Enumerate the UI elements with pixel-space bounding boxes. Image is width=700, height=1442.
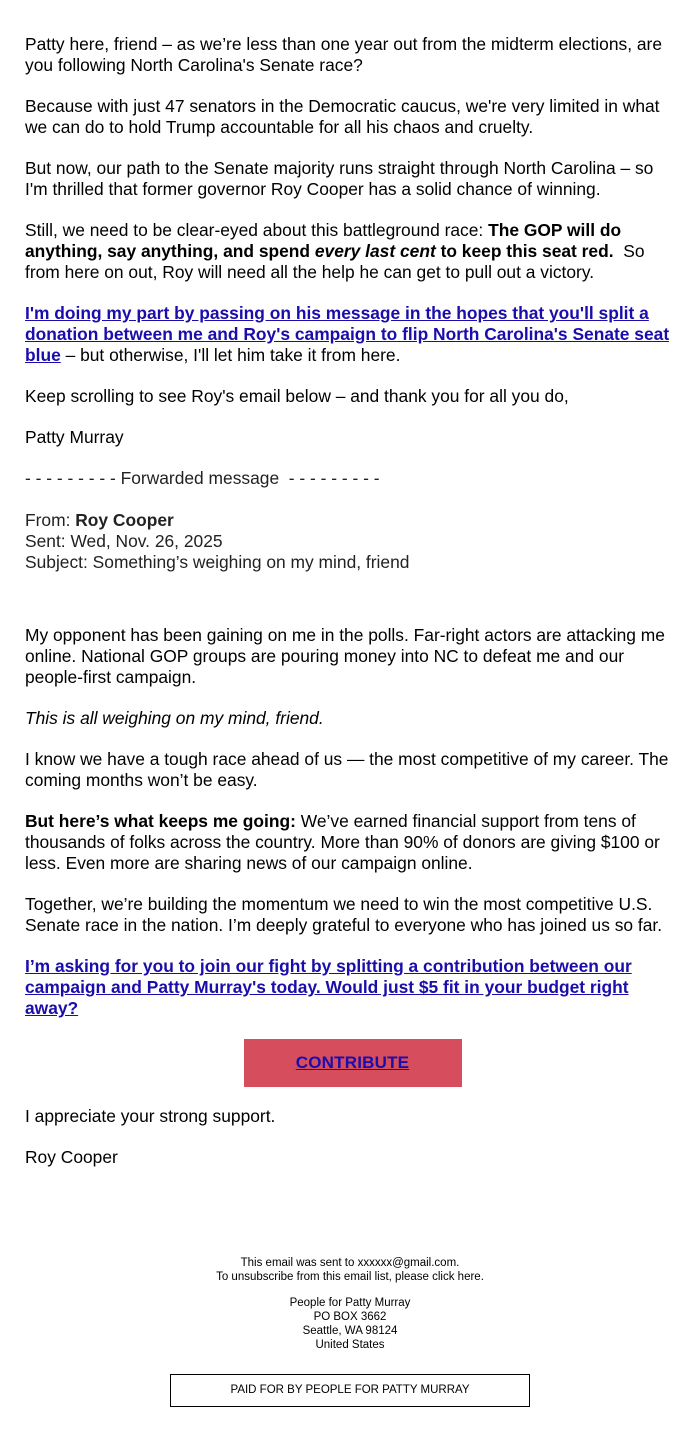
closing-line: I appreciate your strong support. bbox=[25, 1106, 276, 1126]
body-paragraph-5: Together, we’re building the momentum we need to win the most competitive U.S. Senate race in the nation. I’m deeply grateful to everyone who has joined us so far. bbox=[25, 894, 663, 935]
sent-line: Sent: Wed, Nov. 26, 2025 bbox=[25, 531, 223, 551]
email-footer bbox=[0, 1256, 700, 1352]
intro-paragraph-1: Patty here, friend – as we’re less than one year out from the midterm elections, are you following North Carolina's Senate race? bbox=[25, 34, 663, 75]
country: United States bbox=[315, 1339, 385, 1351]
intro-paragraph-6: Keep scrolling to see Roy's email below – and thank you for all you do, bbox=[25, 386, 569, 406]
intro-paragraph-3: But now, our path to the Senate majority runs straight through North Carolina – so I'm thrilled that former governor Roy Cooper has a solid chance of winning. bbox=[25, 158, 654, 199]
body-paragraph-4 bbox=[25, 811, 680, 874]
intro-p4-lead: Still, we need to be clear-eyed about this battleground race: bbox=[25, 220, 489, 240]
intro-p5-rest: – but otherwise, I'll let him take it from here. bbox=[60, 345, 401, 365]
intro-p4-bold-1: The GOP will do anything, say anything, and spend bbox=[25, 220, 622, 261]
body-signature: Roy Cooper bbox=[25, 1147, 118, 1167]
unsubscribe-link[interactable]: To unsubscribe from this email list, please click here. bbox=[216, 1271, 484, 1283]
from-label: From: bbox=[25, 510, 76, 530]
body-p4-rest: We’ve earned financial support from tens of thousands of folks across the country. More than 90% of donors are giving $100 or less. Even more are sharing news of our campaign online. bbox=[25, 811, 660, 873]
paid-for-disclaimer: PAID FOR BY PEOPLE FOR PATTY MURRAY bbox=[170, 1374, 530, 1407]
email-body bbox=[25, 34, 680, 1188]
mailing-address bbox=[0, 1296, 700, 1352]
body-p4-bold: But here’s what keeps me going: bbox=[25, 811, 296, 831]
intro-p4-bold-italic: every last cent bbox=[314, 241, 436, 261]
from-name: Roy Cooper bbox=[75, 510, 174, 530]
org-name: People for Patty Murray bbox=[289, 1297, 411, 1309]
body-p2-italic: This is all weighing on my mind, friend. bbox=[25, 708, 324, 728]
intro-paragraph-2: Because with just 47 senators in the Democratic caucus, we're very limited in what we can do to hold Trump accountable for all his chaos and cruelty. bbox=[25, 96, 660, 137]
ask-paragraph bbox=[25, 956, 680, 1019]
intro-p4-bold-2: to keep this seat red. bbox=[435, 241, 614, 261]
forwarded-header bbox=[25, 510, 680, 573]
from-line bbox=[25, 510, 680, 531]
contribution-ask-link[interactable]: I’m asking for you to join our fight by splitting a contribution between our campaign and Patty Murray's today. Would just $5 fit in your budget right away? bbox=[25, 956, 632, 1018]
body-paragraph-1: My opponent has been gaining on me in the polls. Far-right actors are attacking me online. National GOP groups are pouring money into NC to defeat me and our people-first campaign. bbox=[25, 625, 665, 687]
po-box: PO BOX 3662 bbox=[313, 1311, 387, 1323]
body-paragraph-3: I know we have a tough race ahead of us — the most competitive of my career. The coming months won’t be easy. bbox=[25, 749, 669, 790]
intro-paragraph-4 bbox=[25, 220, 680, 283]
intro-p4-tail: So from here on out, Roy will need all the help he can get to pull out a victory. bbox=[25, 241, 650, 282]
cta-wrapper bbox=[25, 1039, 680, 1087]
subject-line: Subject: Something’s weighing on my mind, friend bbox=[25, 552, 410, 572]
sent-to-notice: This email was sent to xxxxxx@gmail.com. bbox=[240, 1257, 460, 1269]
city-state-zip: Seattle, WA 98124 bbox=[302, 1325, 398, 1337]
contribute-button[interactable]: CONTRIBUTE bbox=[244, 1039, 462, 1087]
intro-paragraph-5 bbox=[25, 303, 680, 366]
body-paragraph-2 bbox=[25, 708, 680, 729]
forwarded-divider: - - - - - - - - - Forwarded message - - - - - - - - - bbox=[25, 468, 380, 488]
intro-signature: Patty Murray bbox=[25, 427, 124, 447]
split-donation-link[interactable]: I'm doing my part by passing on his message in the hopes that you'll split a donation between me and Roy's campaign to flip North Carolina's Senate seat blue bbox=[25, 303, 670, 365]
